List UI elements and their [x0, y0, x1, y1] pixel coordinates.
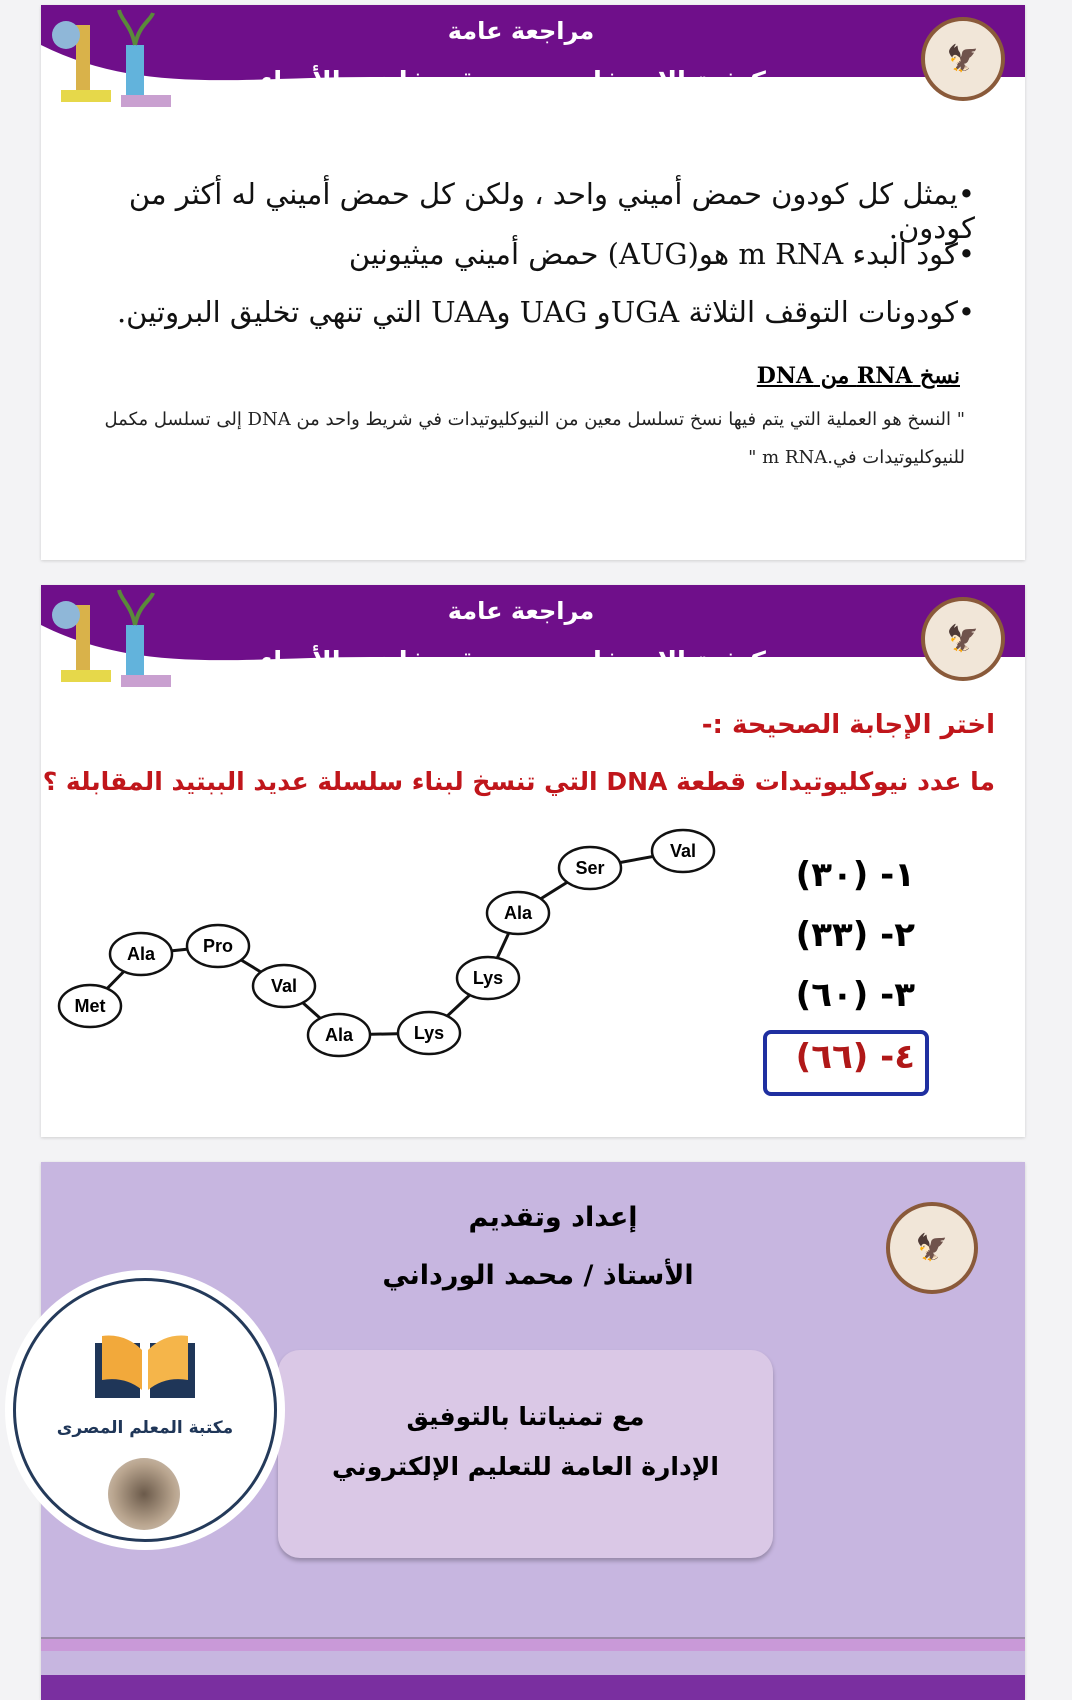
amino-acid-node — [253, 965, 315, 1007]
amino-acid-node — [652, 830, 714, 872]
amino-acid-node — [457, 957, 519, 999]
bullet-3: •كودونات التوقف الثلاثة UGAو UAG وUAA التي تنهي تخليق البروتين. — [116, 295, 975, 329]
photo-avatar — [108, 1458, 180, 1530]
amino-acid-label: Ala — [503, 903, 533, 923]
instruction: اختر الإجابة الصحيحة :- — [701, 710, 995, 740]
ministry-seal-icon: 🦅 — [921, 17, 1005, 101]
amino-acid-node — [398, 1012, 460, 1054]
amino-acid-label: Ser — [575, 858, 605, 878]
library-name: مكتبة المعلم المصرى — [56, 1418, 234, 1438]
science-illustration-icon — [41, 585, 181, 705]
amino-acid-label: Val — [669, 841, 697, 861]
slide-header — [41, 5, 1025, 117]
footer-bar — [41, 1675, 1025, 1700]
footer-stripe — [41, 1637, 1025, 1651]
library-logo — [5, 1270, 285, 1550]
amino-acid-node — [308, 1014, 370, 1056]
amino-acid-label: Ala — [126, 944, 156, 964]
option-1[interactable]: ١- (٣٠) — [795, 855, 915, 895]
slide-header — [41, 585, 1025, 697]
ministry-seal-icon: 🦅 — [921, 597, 1005, 681]
amino-acid-label: Met — [74, 996, 106, 1016]
amino-acid-label: Lys — [413, 1023, 445, 1043]
department-name: الإدارة العامة للتعليم الإلكتروني — [332, 1452, 719, 1481]
option-4[interactable]: ٤- (٦٦) — [795, 1037, 915, 1077]
header-subtitle: وكيفية الاستفادة من ورق مفاهيم الأحياء — [259, 67, 783, 97]
amino-acid-label: Pro — [202, 936, 234, 956]
slide-2 — [41, 585, 1025, 1137]
option-2[interactable]: ٢- (٣٣) — [795, 915, 915, 955]
amino-acid-label: Val — [270, 976, 298, 996]
amino-acid-node — [187, 925, 249, 967]
teacher-name: الأستاذ / محمد الورداني — [382, 1260, 694, 1291]
ministry-seal-icon: 🦅 — [886, 1202, 978, 1294]
amino-acid-node — [59, 985, 121, 1027]
header-subtitle: وكيفية الاستفادة من ورق مفاهيم الأحياء — [259, 647, 783, 677]
amino-acid-node — [110, 933, 172, 975]
prepared-by-label: إعداد وتقديم — [468, 1202, 638, 1233]
amino-acid-label: Lys — [472, 968, 504, 988]
header-title: مراجعة عامة — [447, 17, 595, 45]
amino-acid-node — [487, 892, 549, 934]
wishes-text: مع تمنياتنا بالتوفيق — [406, 1402, 645, 1431]
bullet-1: •يمثل كل كودون حمض أميني واحد ، ولكن كل حمض أميني له أكثر من كودون. — [128, 177, 975, 245]
wishes-box — [278, 1350, 773, 1558]
peptide-chain-diagram — [41, 807, 741, 1137]
open-book-icon — [90, 1328, 200, 1403]
amino-acid-label: Ala — [324, 1025, 354, 1045]
amino-acid-node — [559, 847, 621, 889]
definition-paragraph: " النسخ هو العملية التي يتم فيها نسخ تسلسل معين من النيوكليوتيدات في شريط واحد من DNA إلى تسلسل مكمل للنيوكليوتيدات في.m RNA " — [104, 409, 965, 468]
header-title: مراجعة عامة — [447, 597, 595, 625]
section-heading: نسخ RNA من DNA — [756, 363, 960, 389]
science-illustration-icon — [41, 5, 181, 125]
slide-1 — [41, 5, 1025, 560]
bullet-2: •كود البدء m RNA هو(AUG) حمض أميني ميثيونين — [348, 237, 975, 271]
option-3[interactable]: ٣- (٦٠) — [795, 975, 915, 1015]
question: ما عدد نيوكليوتيدات قطعة DNA التي تنسخ لبناء سلسلة عديد الببتيد المقابلة ؟ — [42, 767, 995, 796]
